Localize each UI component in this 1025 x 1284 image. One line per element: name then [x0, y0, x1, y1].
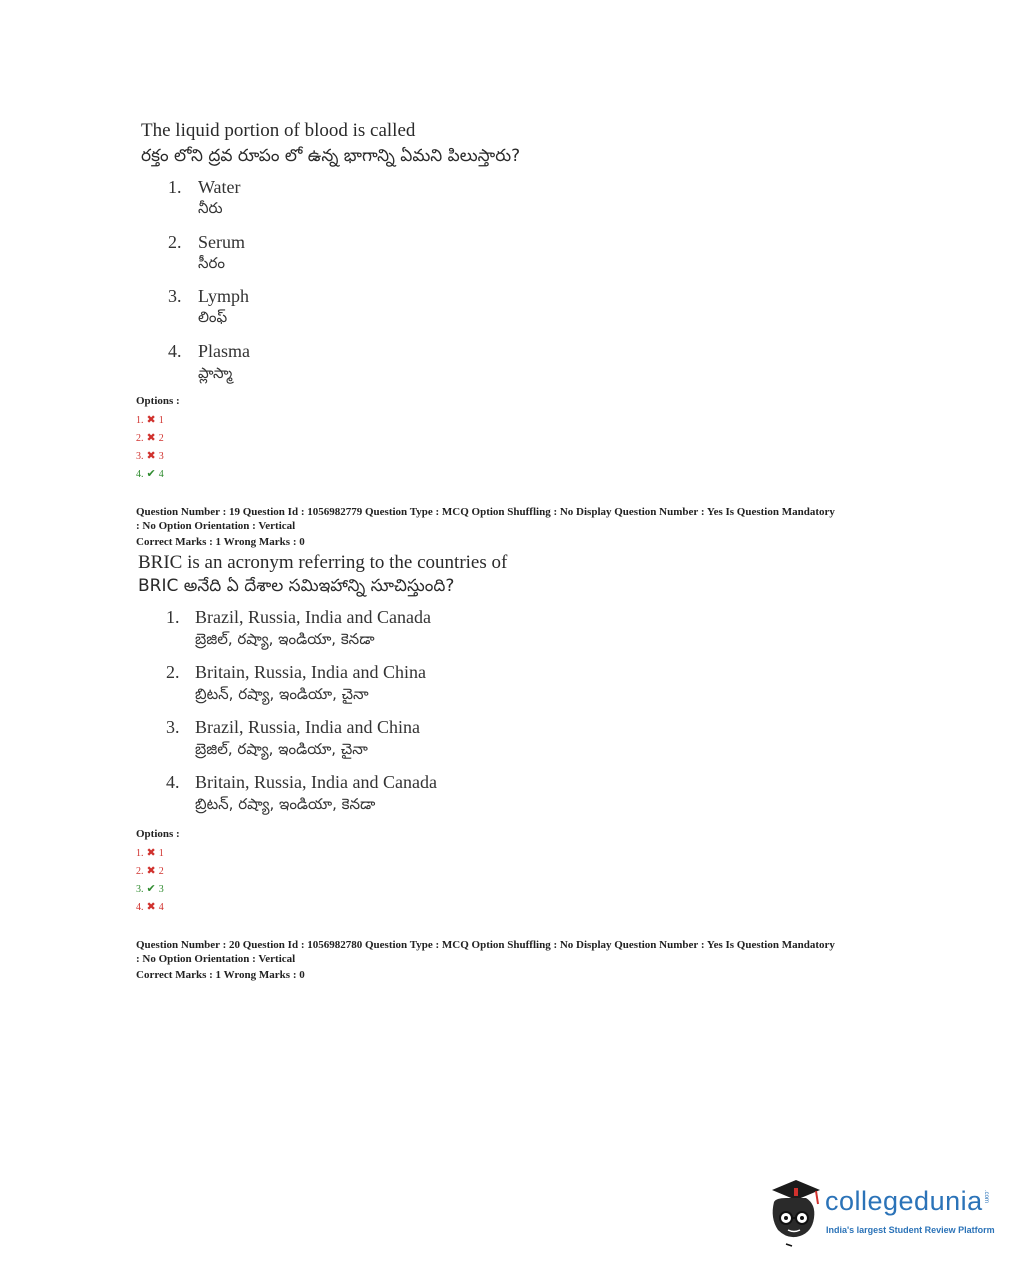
q19-meta — [136, 505, 916, 549]
q19-answer-2 — [136, 864, 164, 877]
wrong-mark-icon: ✖ — [146, 414, 156, 426]
option-number: 2. — [168, 232, 182, 252]
logo-tagline: India's largest Student Review Platform — [826, 1225, 995, 1235]
option-text-te: బ్రిటన్, రష్యా, ఇండియా, చైనా — [195, 685, 369, 703]
wrong-mark-icon: ✖ — [146, 450, 156, 462]
option-text-te: బ్రెజిల్, రష్యా, ఇండియా, కెనడా — [195, 630, 375, 648]
option-text-en: Brazil, Russia, India and China — [195, 717, 420, 737]
q19-answer-4 — [136, 900, 164, 913]
answer-value: 2 — [158, 866, 164, 877]
option-text-te: బ్రిటన్, రష్యా, ఇండియా, కెనడా — [195, 795, 376, 813]
option-number: 1. — [168, 177, 182, 197]
mascot-icon — [766, 1178, 824, 1248]
option-text-en: Plasma — [198, 341, 250, 361]
q18-answer-4 — [136, 467, 164, 480]
q20-meta — [136, 938, 916, 982]
option-text-te: లింఫ్ — [198, 308, 228, 326]
option-text-en: Brazil, Russia, India and Canada — [195, 607, 431, 627]
q18-answer-3 — [136, 449, 164, 462]
q19-options-label: Options : — [136, 828, 180, 840]
option-text-te: నీరు — [198, 199, 223, 217]
answer-number: 4. — [136, 902, 144, 913]
logo-wordmark: collegedunia — [825, 1186, 983, 1216]
answer-value: 4 — [158, 902, 164, 913]
wrong-mark-icon: ✖ — [146, 901, 156, 913]
correct-mark-icon: ✔ — [146, 468, 156, 480]
option-number: 4. — [168, 341, 182, 361]
answer-value: 3 — [158, 884, 164, 895]
wrong-mark-icon: ✖ — [146, 432, 156, 444]
answer-number: 3. — [136, 451, 144, 462]
q19-meta-line1: Question Number : 19 Question Id : 1056982779 Question Type : MCQ Option Shuffling : No Display Question Number : Yes Is Question Mandatory — [136, 506, 835, 518]
option-text-te: ప్లాస్మా — [198, 364, 233, 382]
wrong-mark-icon: ✖ — [146, 865, 156, 877]
logo-domain-suffix: .com — [983, 1190, 989, 1204]
option-text-en: Serum — [198, 232, 245, 252]
correct-mark-icon: ✔ — [146, 883, 156, 895]
q18-answer-2 — [136, 431, 164, 444]
q19-meta-line3: Correct Marks : 1 Wrong Marks : 0 — [136, 536, 305, 548]
answer-number: 4. — [136, 469, 144, 480]
option-number: 3. — [166, 717, 180, 737]
q18-answer-1 — [136, 413, 164, 426]
option-number: 3. — [168, 286, 182, 306]
q18-question-te: రక్తం లోని ద్రవ రూపం లో ఉన్న భాగాన్ని ఏమని పిలుస్తారు? — [141, 146, 521, 166]
answer-number: 2. — [136, 433, 144, 444]
option-text-en: Water — [198, 177, 241, 197]
answer-value: 3 — [158, 451, 164, 462]
q18-question-en: The liquid portion of blood is called — [141, 120, 416, 141]
option-text-te: సీరం — [198, 254, 226, 272]
q20-meta-line2: : No Option Orientation : Vertical — [136, 953, 296, 965]
answer-number: 1. — [136, 848, 144, 859]
answer-value: 2 — [158, 433, 164, 444]
answer-value: 4 — [158, 469, 164, 480]
answer-number: 3. — [136, 884, 144, 895]
answer-number: 2. — [136, 866, 144, 877]
answer-value: 1 — [158, 848, 164, 859]
collegedunia-logo[interactable] — [766, 1178, 996, 1248]
option-number: 1. — [166, 607, 180, 627]
option-text-en: Britain, Russia, India and China — [195, 662, 426, 682]
option-text-en: Lymph — [198, 286, 250, 306]
option-text-en: Britain, Russia, India and Canada — [195, 772, 437, 792]
q19-meta-line2: : No Option Orientation : Vertical — [136, 520, 296, 532]
q19-answer-1 — [136, 846, 164, 859]
answer-value: 1 — [158, 415, 164, 426]
answer-number: 1. — [136, 415, 144, 426]
q19-question-en: BRIC is an acronym referring to the countries of — [138, 552, 508, 573]
q19-answer-3 — [136, 882, 164, 895]
q20-meta-line1: Question Number : 20 Question Id : 1056982780 Question Type : MCQ Option Shuffling : No Display Question Number : Yes Is Question Mandatory — [136, 939, 835, 951]
q18-options-label: Options : — [136, 395, 180, 407]
wrong-mark-icon: ✖ — [146, 847, 156, 859]
option-text-te: బ్రెజిల్, రష్యా, ఇండియా, చైనా — [195, 740, 368, 758]
q19-question-te: BRIC అనేది ఏ దేశాల సమిఇహాన్ని సూచిస్తుంది? — [138, 576, 455, 596]
option-number: 4. — [166, 772, 180, 792]
option-number: 2. — [166, 662, 180, 682]
q20-meta-line3: Correct Marks : 1 Wrong Marks : 0 — [136, 969, 305, 981]
